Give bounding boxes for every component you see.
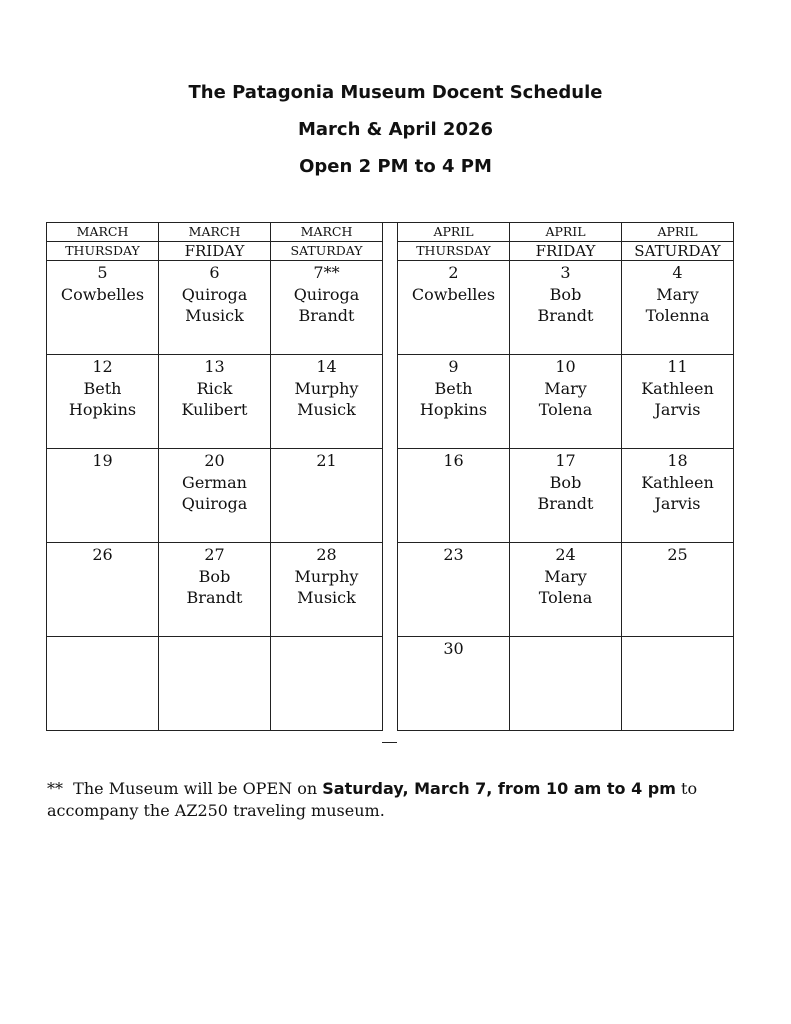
date-number: 9 [448, 357, 459, 376]
docent-name: Musick [185, 306, 244, 325]
week-row [47, 637, 383, 731]
day-cell [47, 543, 159, 637]
docent-name: Rick [196, 378, 233, 398]
day-cell [510, 261, 622, 355]
date-number: 27 [204, 545, 225, 564]
date-number: 16 [443, 451, 464, 470]
day-cell [271, 449, 383, 543]
day-cell [398, 637, 510, 731]
page-title: The Patagonia Museum Docent Schedule [188, 82, 603, 103]
week-row [398, 261, 734, 355]
date-number: 30 [443, 639, 464, 658]
day-cell [398, 355, 510, 449]
weekday-label: THURSDAY [398, 242, 510, 261]
day-cell [622, 543, 734, 637]
date-number: 2 [448, 263, 459, 282]
docent-name: Kathleen [641, 378, 714, 398]
date-number: 11 [667, 357, 688, 376]
docent-name: Kulibert [181, 400, 248, 419]
footnote-marker: ** [47, 779, 63, 798]
week-row [398, 543, 734, 637]
docent-name: Tolenna [645, 306, 710, 325]
docent-name: Mary [544, 378, 587, 398]
date-number: 5 [97, 263, 108, 282]
day-cell [159, 637, 271, 731]
date-number: 23 [443, 545, 464, 564]
date-number: 13 [204, 357, 225, 376]
week-row [398, 449, 734, 543]
day-cell [622, 449, 734, 543]
day-cell [398, 261, 510, 355]
docent-name: Jarvis [654, 400, 701, 419]
week-row [47, 355, 383, 449]
day-cell [622, 261, 734, 355]
date-number: 12 [92, 357, 113, 376]
docent-name: German [182, 472, 247, 492]
week-row [398, 355, 734, 449]
march-calendar [46, 222, 383, 731]
day-cell [47, 637, 159, 731]
day-cell [159, 355, 271, 449]
date-number: 19 [92, 451, 113, 470]
date-number: 21 [316, 451, 337, 470]
day-cell [271, 543, 383, 637]
day-cell [47, 261, 159, 355]
weekday-label: SATURDAY [271, 242, 383, 261]
day-cell [510, 637, 622, 731]
docent-name: Quiroga [293, 284, 360, 304]
day-cell [510, 355, 622, 449]
day-cell [47, 355, 159, 449]
docent-name: Cowbelles [411, 284, 496, 304]
date-number: 6 [209, 263, 220, 282]
docent-name: Musick [297, 588, 356, 607]
docent-name: Bob [198, 566, 231, 586]
docent-name: Brandt [537, 306, 594, 325]
docent-name: Mary [656, 284, 699, 304]
weekday-label: THURSDAY [47, 242, 159, 261]
day-cell [271, 261, 383, 355]
docent-name: Bob [549, 472, 582, 492]
week-row [398, 637, 734, 731]
docent-name: Hopkins [68, 400, 137, 419]
weekday-label: FRIDAY [159, 242, 271, 261]
week-row [47, 261, 383, 355]
day-cell [159, 543, 271, 637]
april-calendar [397, 222, 734, 731]
month-label: APRIL [622, 223, 734, 242]
docent-name: Tolena [538, 400, 593, 419]
day-cell [271, 637, 383, 731]
march-month-row [47, 223, 383, 242]
schedule-months: March & April 2026 [297, 119, 494, 140]
day-cell [622, 355, 734, 449]
month-label: MARCH [47, 223, 159, 242]
day-cell [47, 449, 159, 543]
footnote-bold-date: Saturday, March 7, from 10 am to 4 pm [322, 779, 676, 798]
docent-name: Brandt [537, 494, 594, 513]
day-cell [398, 543, 510, 637]
day-cell [271, 355, 383, 449]
date-number: 24 [555, 545, 576, 564]
docent-name: Quiroga [181, 494, 248, 513]
footnote-text-after: to accompany the AZ250 traveling museum. [47, 779, 698, 820]
month-label: APRIL [510, 223, 622, 242]
week-row [47, 449, 383, 543]
weekday-label: FRIDAY [510, 242, 622, 261]
april-weekday-row [398, 242, 734, 261]
docent-name: Quiroga [181, 284, 248, 304]
date-number: 20 [204, 451, 225, 470]
date-number: 25 [667, 545, 688, 564]
day-cell [622, 637, 734, 731]
docent-name: Mary [544, 566, 587, 586]
date-number: 28 [316, 545, 337, 564]
docent-name: Murphy [294, 566, 359, 586]
docent-name: Musick [297, 400, 356, 419]
day-cell [159, 449, 271, 543]
march-weekday-row [47, 242, 383, 261]
date-number: 18 [667, 451, 688, 470]
docent-name: Kathleen [641, 472, 714, 492]
docent-name: Brandt [298, 306, 355, 325]
footnote-text-before: The Museum will be OPEN on [73, 779, 318, 798]
date-number: 3 [560, 263, 571, 282]
date-number: 4 [672, 263, 683, 282]
day-cell [159, 261, 271, 355]
weekday-label: SATURDAY [622, 242, 734, 261]
docent-name: Cowbelles [60, 284, 145, 304]
docent-name: Murphy [294, 378, 359, 398]
calendar-divider [382, 222, 397, 743]
month-label: APRIL [398, 223, 510, 242]
day-cell [510, 449, 622, 543]
month-label: MARCH [271, 223, 383, 242]
date-number: 17 [555, 451, 576, 470]
day-cell [510, 543, 622, 637]
docent-name: Beth [83, 378, 122, 398]
month-label: MARCH [159, 223, 271, 242]
footnote [47, 778, 767, 822]
date-number: 14 [316, 357, 337, 376]
day-cell [398, 449, 510, 543]
docent-name: Brandt [186, 588, 243, 607]
april-month-row [398, 223, 734, 242]
docent-name: Jarvis [654, 494, 701, 513]
docent-name: Beth [434, 378, 473, 398]
date-number: 7** [313, 263, 340, 282]
date-number: 26 [92, 545, 113, 564]
week-row [47, 543, 383, 637]
docent-name: Hopkins [419, 400, 488, 419]
open-hours: Open 2 PM to 4 PM [299, 156, 492, 177]
docent-name: Tolena [538, 588, 593, 607]
docent-name: Bob [549, 284, 582, 304]
date-number: 10 [555, 357, 576, 376]
